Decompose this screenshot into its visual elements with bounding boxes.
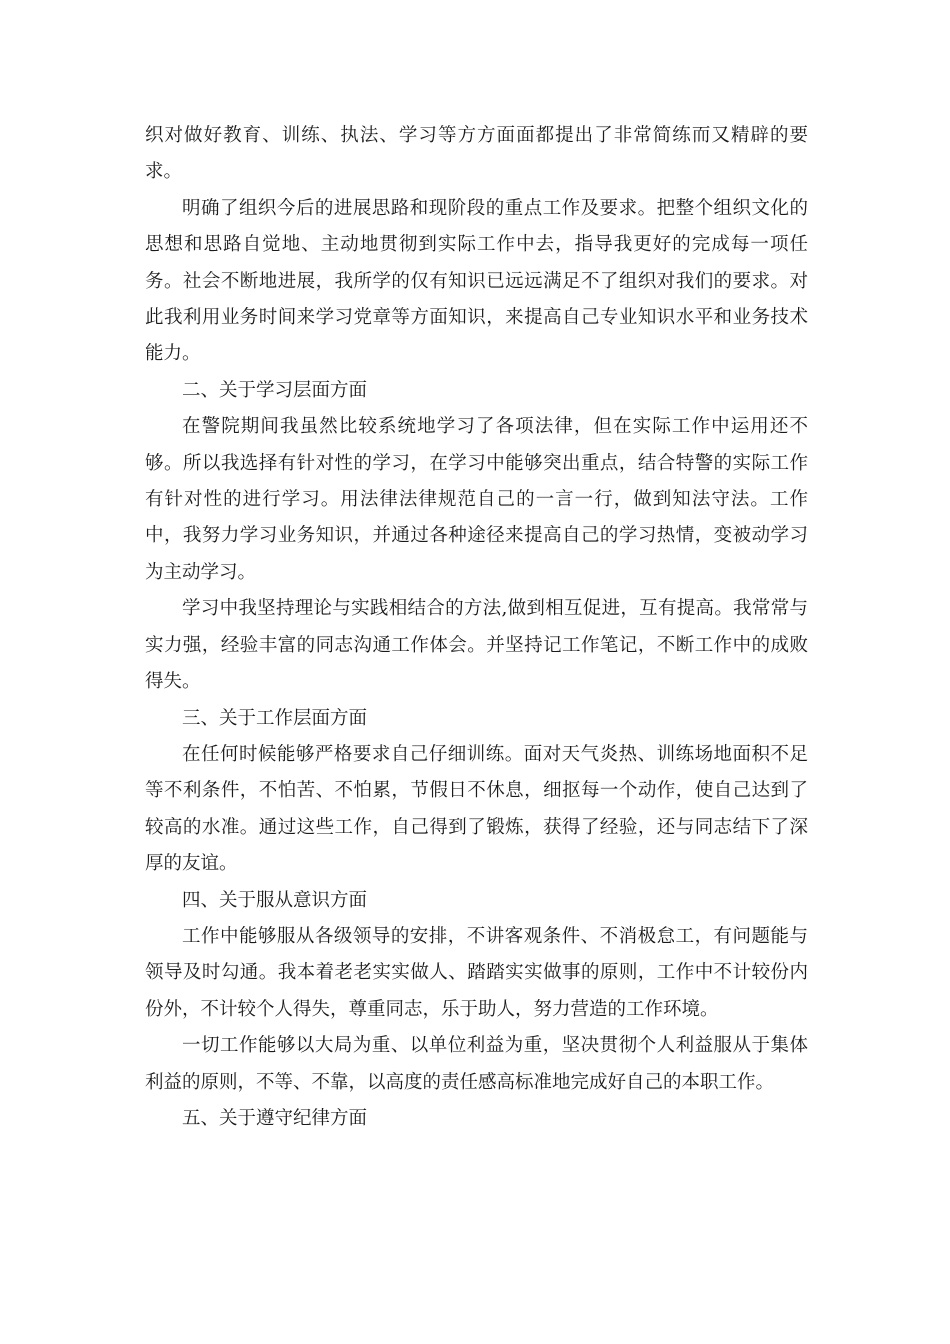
- paragraph-continuation: 织对做好教育、训练、执法、学习等方方面面都提出了非常简练而又精辟的要求。: [145, 125, 808, 183]
- paragraph: 明确了组织今后的进展思路和现阶段的重点工作及要求。把整个组织文化的思想和思路自觉地、主动地贯彻到实际工作中去，指导我更好的完成每一项任务。社会不断地进展，我所学的仅有知识已远远满足不了组织对我们的要求。对此我利用业务时间来学习党章等方面知识，来提高自己专业知识水平和业务技术能力。: [145, 197, 808, 365]
- document-page: [145, 118, 808, 1137]
- section-heading-discipline: 五、关于遵守纪律方面: [182, 1107, 368, 1129]
- paragraph: 工作中能够服从各级领导的安排，不讲客观条件、不消极怠工，有问题能与领导及时勾通。我本着老老实实做人、踏踏实实做事的原则，工作中不计较份内份外，不计较个人得失，尊重同志，乐于助人，努力营造的工作环境。: [145, 925, 808, 1020]
- section-heading-obedience: 四、关于服从意识方面: [182, 889, 368, 911]
- paragraph: 在警院期间我虽然比较系统地学习了各项法律，但在实际工作中运用还不够。所以我选择有针对性的学习，在学习中能够突出重点，结合特警的实际工作有针对性的进行学习。用法律法律规范自己的一言一行，做到知法守法。工作中，我努力学习业务知识，并通过各种途径来提高自己的学习热情，变被动学习为主动学习。: [145, 416, 808, 583]
- section-heading-study: 二、关于学习层面方面: [182, 379, 368, 401]
- paragraph: 学习中我坚持理论与实践相结合的方法,做到相互促进，互有提高。我常常与实力强，经验丰富的同志沟通工作体会。并坚持记工作笔记，不断工作中的成败得失。: [145, 598, 808, 693]
- paragraph: 一切工作能够以大局为重、以单位利益为重，坚决贯彻个人利益服从于集体利益的原则，不等、不靠，以高度的责任感高标准地完成好自己的本职工作。: [145, 1035, 808, 1093]
- paragraph: 在任何时候能够严格要求自己仔细训练。面对天气炎热、训练场地面积不足等不利条件，不怕苦、不怕累，节假日不休息，细抠每一个动作，使自己达到了较高的水准。通过这些工作，自己得到了锻炼，获得了经验，还与同志结下了深厚的友谊。: [145, 743, 808, 875]
- section-heading-work: 三、关于工作层面方面: [182, 707, 368, 729]
